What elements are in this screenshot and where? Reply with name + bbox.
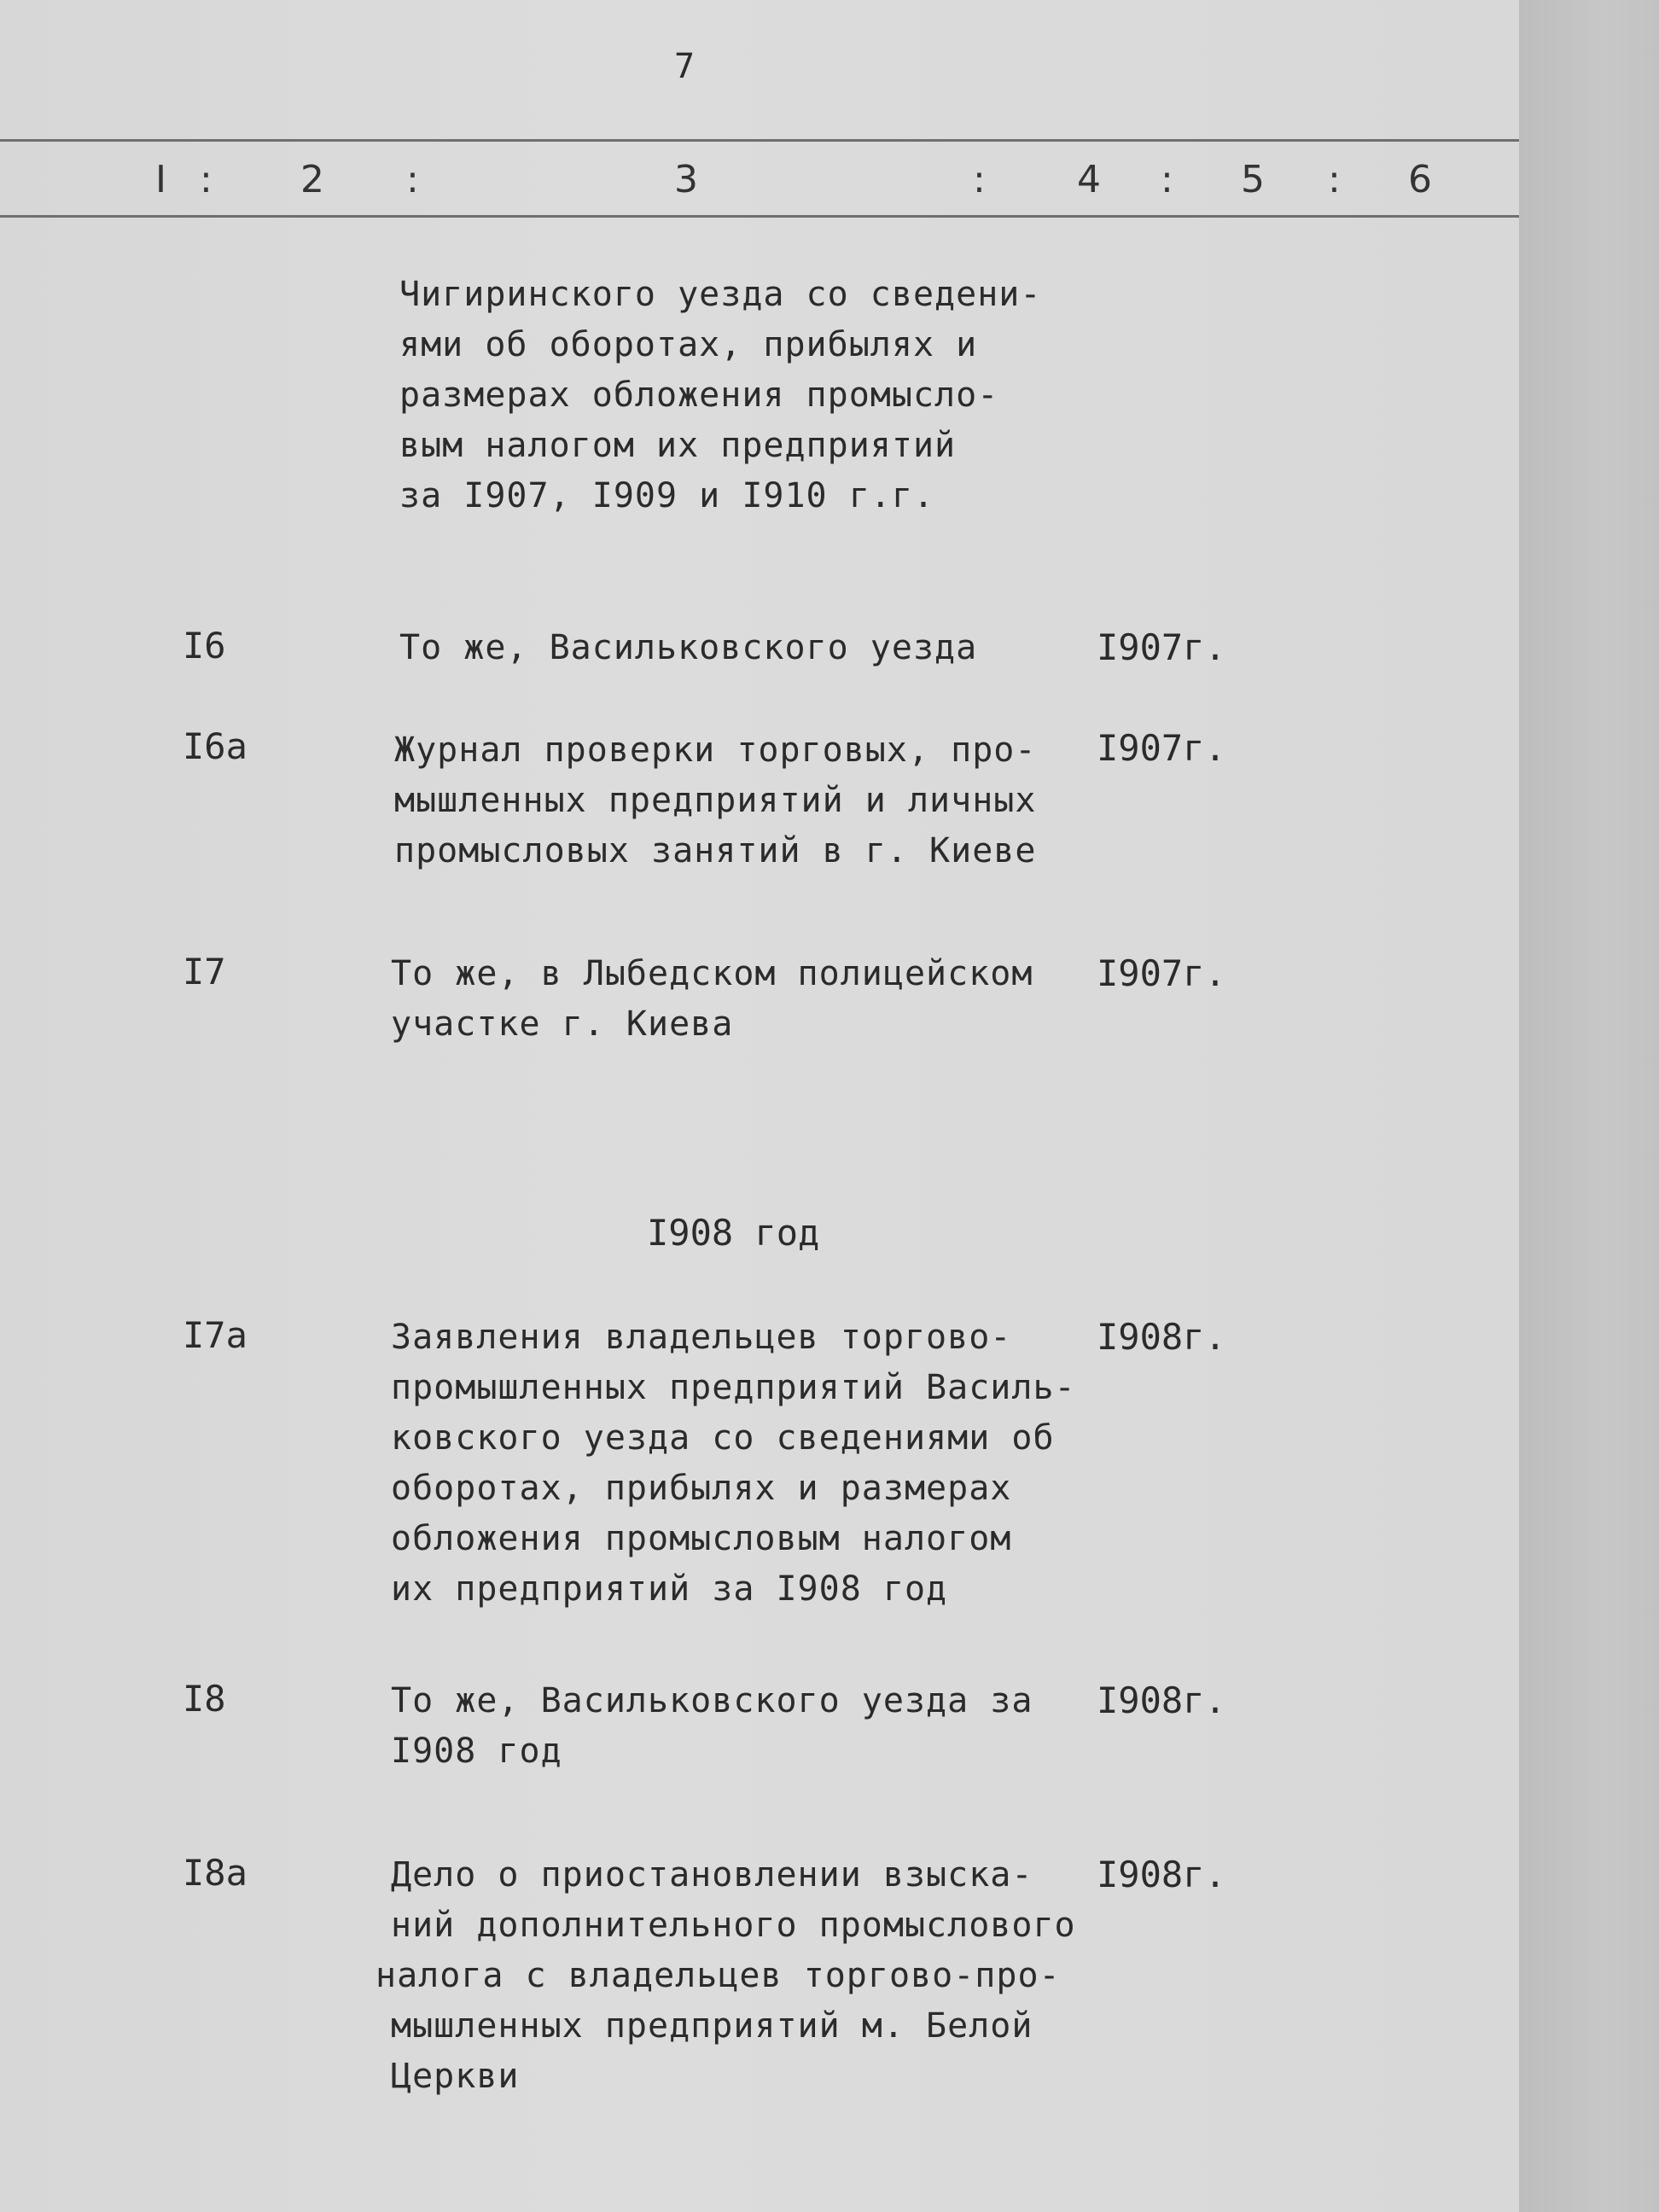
column-separator: : (973, 158, 986, 201)
entry-year: I907г. (1097, 952, 1226, 994)
column-separator: : (406, 158, 419, 201)
text-line: за I907, I909 и I910 г.г. (399, 476, 935, 515)
entry-year: I908г. (1097, 1316, 1226, 1358)
entry-description: I908 год (391, 1732, 562, 1771)
entry-description: их предприятий за I908 год (391, 1569, 948, 1609)
entry-description: промышленных предприятий Василь- (391, 1368, 1076, 1407)
column-separator: : (1161, 158, 1173, 201)
entry-description: Заявления владельцев торгово- (391, 1318, 1012, 1357)
page-number: 7 (674, 47, 696, 86)
column-header: 2 (300, 158, 324, 201)
entry-year: I907г. (1097, 727, 1226, 769)
text-line: ями об оборотах, прибылях и (399, 325, 978, 364)
entry-year: I908г. (1097, 1854, 1226, 1895)
entry-description: ковского уезда со сведениями об (391, 1418, 1055, 1458)
text-line: размерах обложения промысло- (399, 375, 999, 415)
entry-description: ний дополнительного промыслового (391, 1906, 1076, 1945)
column-header: 5 (1241, 158, 1265, 201)
entry-number: I8 (183, 1678, 226, 1720)
entry-year: I907г. (1097, 626, 1226, 668)
entry-description: участке г. Киева (391, 1004, 734, 1044)
text-line: вым налогом их предприятий (399, 426, 957, 465)
entry-description: промысловых занятий в г. Киеве (394, 831, 1037, 870)
section-heading: I908 год (647, 1212, 820, 1254)
entry-number: I6а (183, 725, 247, 767)
entry-description: налога с владельцев торгово-про- (375, 1956, 1061, 1995)
page-edge-shadow (1519, 0, 1659, 2212)
entry-description: Журнал проверки торговых, про- (394, 731, 1037, 770)
entry-number: I6 (183, 625, 226, 667)
entry-description: оборотах, прибылях и размерах (391, 1469, 1012, 1508)
entry-description: мышленных предприятий и личных (394, 781, 1037, 820)
entry-description: Дело о приостановлении взыска- (391, 1855, 1033, 1895)
entry-description: То же, Васильковского уезда (399, 628, 978, 667)
entry-description: мышленных предприятий м. Белой (391, 2006, 1033, 2046)
entry-number: I7а (183, 1314, 247, 1356)
column-separator: : (1328, 158, 1341, 201)
entry-description: Церкви (391, 2057, 520, 2096)
column-header: 3 (674, 158, 698, 201)
column-header: 4 (1077, 158, 1101, 201)
column-header: I (155, 158, 166, 201)
entry-year: I908г. (1097, 1679, 1226, 1721)
column-separator: : (200, 158, 212, 201)
entry-number: I7 (183, 951, 226, 992)
header-rule-top (0, 139, 1519, 142)
column-header: 6 (1408, 158, 1432, 201)
text-line: Чигиринского уезда со сведени- (399, 275, 1042, 314)
entry-description: обложения промысловым налогом (391, 1519, 1012, 1558)
entry-number: I8а (183, 1852, 247, 1894)
header-rule-bottom (0, 215, 1519, 218)
entry-description: То же, Васильковского уезда за (391, 1681, 1033, 1720)
entry-description: То же, в Лыбедском полицейском (391, 954, 1033, 993)
